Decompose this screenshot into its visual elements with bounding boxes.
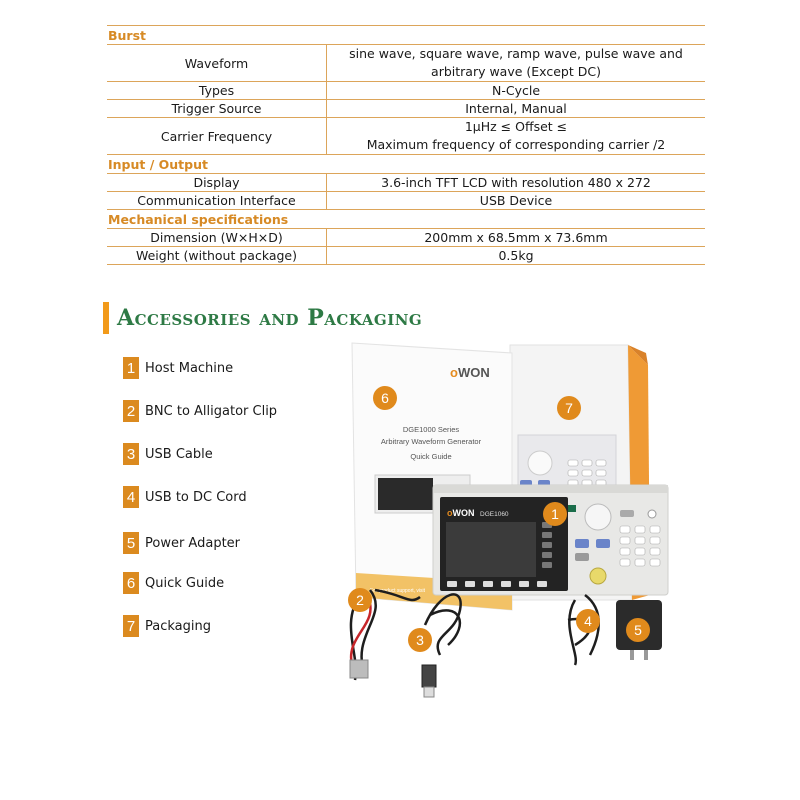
list-item	[123, 357, 233, 379]
item-label: Quick Guide	[145, 575, 225, 591]
svg-text:oWON: oWON	[447, 508, 475, 518]
spec-row	[107, 174, 705, 192]
svg-text:oWON: oWON	[450, 365, 490, 380]
spec-key: Dimension (W×H×D)	[107, 229, 327, 246]
section-title-input-output: Input / Output	[107, 155, 705, 174]
spec-key: Carrier Frequency	[107, 118, 327, 154]
spec-value-line: 1μHz ≤ Offset ≤	[464, 119, 568, 134]
spec-row	[107, 45, 705, 82]
spec-value: 3.6-inch TFT LCD with resolution 480 x 272	[381, 174, 651, 190]
host-machine-icon	[433, 485, 668, 595]
spec-value: Internal, Manual	[465, 100, 567, 116]
spec-key: Types	[107, 82, 327, 99]
item-label: Host Machine	[145, 360, 234, 376]
spec-row	[107, 229, 705, 247]
number-badge: 7	[123, 615, 139, 637]
spec-value	[327, 45, 705, 81]
list-item	[123, 615, 211, 637]
svg-text:DGE1060: DGE1060	[480, 511, 509, 518]
heading-accent-bar	[103, 302, 109, 334]
section-title-burst: Burst	[107, 26, 705, 45]
svg-text:Quick Guide: Quick Guide	[410, 452, 452, 461]
spec-value: USB Device	[479, 192, 553, 208]
photo-badge-bnc-clip: 2	[348, 588, 372, 612]
spec-row	[107, 247, 705, 265]
section-title-mechanical: Mechanical specifications	[107, 210, 705, 229]
number-badge: 6	[123, 572, 139, 594]
photo-badge-host-machine: 1	[543, 502, 567, 526]
number-badge: 4	[123, 486, 139, 508]
list-item	[123, 572, 224, 594]
spec-value-line: Maximum frequency of corresponding carrier /2	[366, 137, 666, 152]
photo-badge-quick-guide: 6	[373, 386, 397, 410]
item-label: USB to DC Cord	[145, 489, 247, 505]
spec-key: Waveform	[107, 45, 327, 81]
spec-value-line: arbitrary wave (Except DC)	[431, 64, 601, 79]
list-item	[123, 400, 277, 422]
spec-value: N-Cycle	[491, 82, 541, 98]
item-label: Packaging	[145, 618, 211, 634]
accessories-title: Accessories and Packaging	[117, 305, 423, 331]
list-item	[123, 443, 213, 465]
number-badge: 2	[123, 400, 139, 422]
number-badge: 5	[123, 532, 139, 554]
svg-text:DGE1000 Series: DGE1000 Series	[402, 425, 460, 434]
list-item	[123, 532, 240, 554]
spec-value: 200mm x 68.5mm x 73.6mm	[424, 229, 608, 245]
spec-row	[107, 118, 705, 155]
spec-row	[107, 82, 705, 100]
spec-key: Communication Interface	[107, 192, 327, 209]
spec-value: 0.5kg	[498, 247, 534, 263]
item-label: Power Adapter	[145, 535, 241, 551]
spec-key: Trigger Source	[107, 100, 327, 117]
spec-table	[107, 25, 705, 265]
spec-row	[107, 100, 705, 118]
photo-badge-power-adapter: 5	[626, 618, 650, 642]
item-label: USB Cable	[145, 446, 213, 462]
accessories-heading	[103, 302, 422, 334]
photo-badge-usb-dc-cord: 4	[576, 609, 600, 633]
spec-value-line: sine wave, square wave, ramp wave, pulse wave and	[349, 46, 683, 61]
spec-key: Display	[107, 174, 327, 191]
spec-key: Weight (without package)	[107, 247, 327, 264]
number-badge: 3	[123, 443, 139, 465]
list-item	[123, 486, 247, 508]
photo-badge-usb-cable: 3	[408, 628, 432, 652]
spec-row	[107, 192, 705, 210]
item-label: BNC to Alligator Clip	[145, 403, 278, 419]
svg-text:For product support, visit: For product support, visit	[370, 588, 426, 594]
svg-text:Arbitrary Waveform Generator: Arbitrary Waveform Generator	[380, 437, 482, 446]
photo-badge-packaging: 7	[557, 396, 581, 420]
spec-value	[327, 118, 705, 154]
product-photo	[330, 335, 690, 715]
number-badge: 1	[123, 357, 139, 379]
